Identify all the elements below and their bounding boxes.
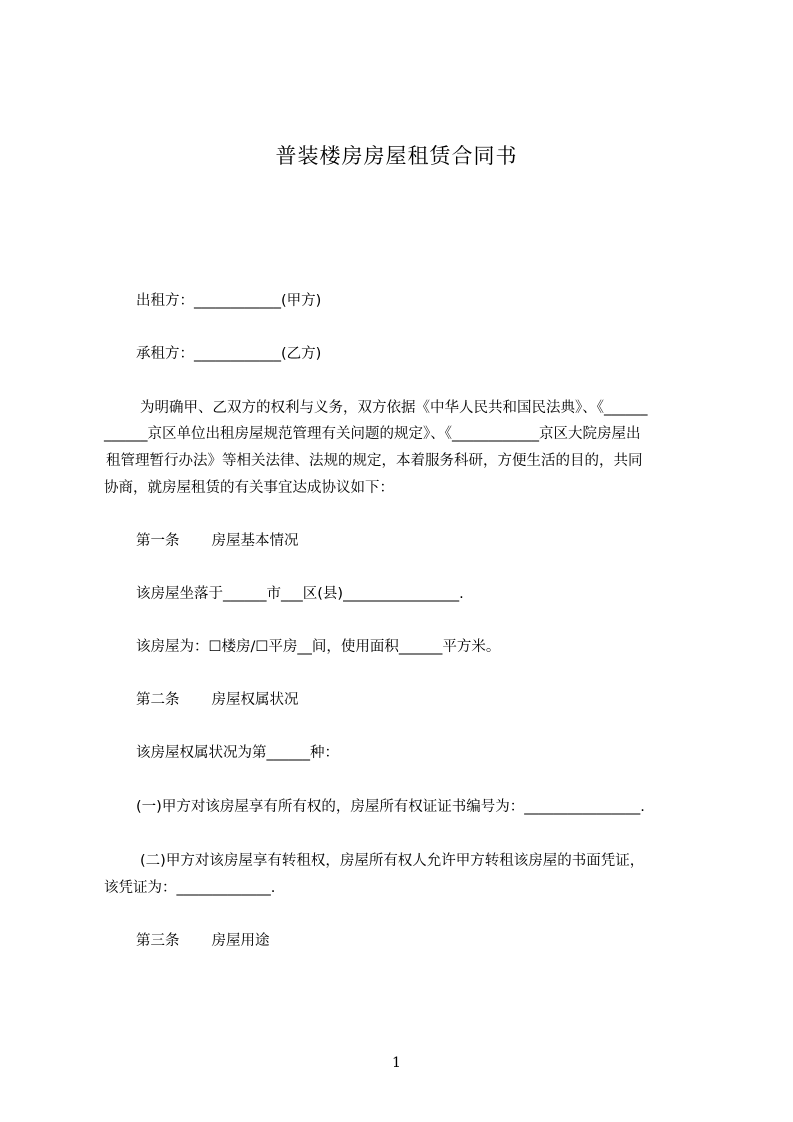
article-1-title: 房屋基本情况 — [211, 533, 299, 549]
article-3-number: 第三条 — [136, 933, 180, 949]
ownership-status-line: 该房屋权属状况为第______种： — [136, 745, 339, 761]
article-3-title: 房屋用途 — [211, 933, 270, 949]
preamble-line-4: 协商，就房屋租赁的有关事宜达成协议如下： — [104, 480, 394, 496]
article-2-title: 房屋权属状况 — [211, 692, 299, 708]
ownership-option-2-line-2: 该凭证为：_____________. — [104, 880, 276, 896]
article-1-number: 第一条 — [136, 533, 180, 549]
document-title: 普装楼房房屋租赁合同书 — [275, 144, 518, 168]
preamble-line-2: ______京区单位出租房屋规范管理有关问题的规定》、《____________京区大院房屋出 — [104, 426, 641, 442]
location-line: 该房屋坐落于______市___区(县)________________. — [136, 586, 464, 602]
ownership-option-1: (一)甲方对该房屋享有所有权的，房屋所有权证证书编号为：________________. — [136, 799, 645, 815]
preamble-line-3: 租管理暂行办法》等相关法律、法规的规定，本着服务科研，方便生活的目的，共同 — [106, 453, 643, 469]
article-3-heading — [136, 931, 270, 951]
lessor-line: 出租方：____________(甲方) — [136, 293, 322, 309]
article-1-heading — [136, 531, 299, 551]
article-2-number: 第二条 — [136, 692, 180, 708]
ownership-option-2-line-1: (二)甲方对该房屋享有转租权，房屋所有权人允许甲方转租该房屋的书面凭证， — [140, 853, 645, 869]
property-type-line: 该房屋为：☐楼房/☐平房__间，使用面积______平方米。 — [136, 639, 501, 655]
lessee-line: 承租方：____________(乙方) — [136, 346, 322, 362]
page-number: 1 — [392, 1055, 401, 1071]
article-2-heading — [136, 690, 299, 710]
preamble-line-1: 为明确甲、乙双方的权利与义务，双方依据《中华人民共和国民法典》、《______ — [140, 400, 648, 416]
